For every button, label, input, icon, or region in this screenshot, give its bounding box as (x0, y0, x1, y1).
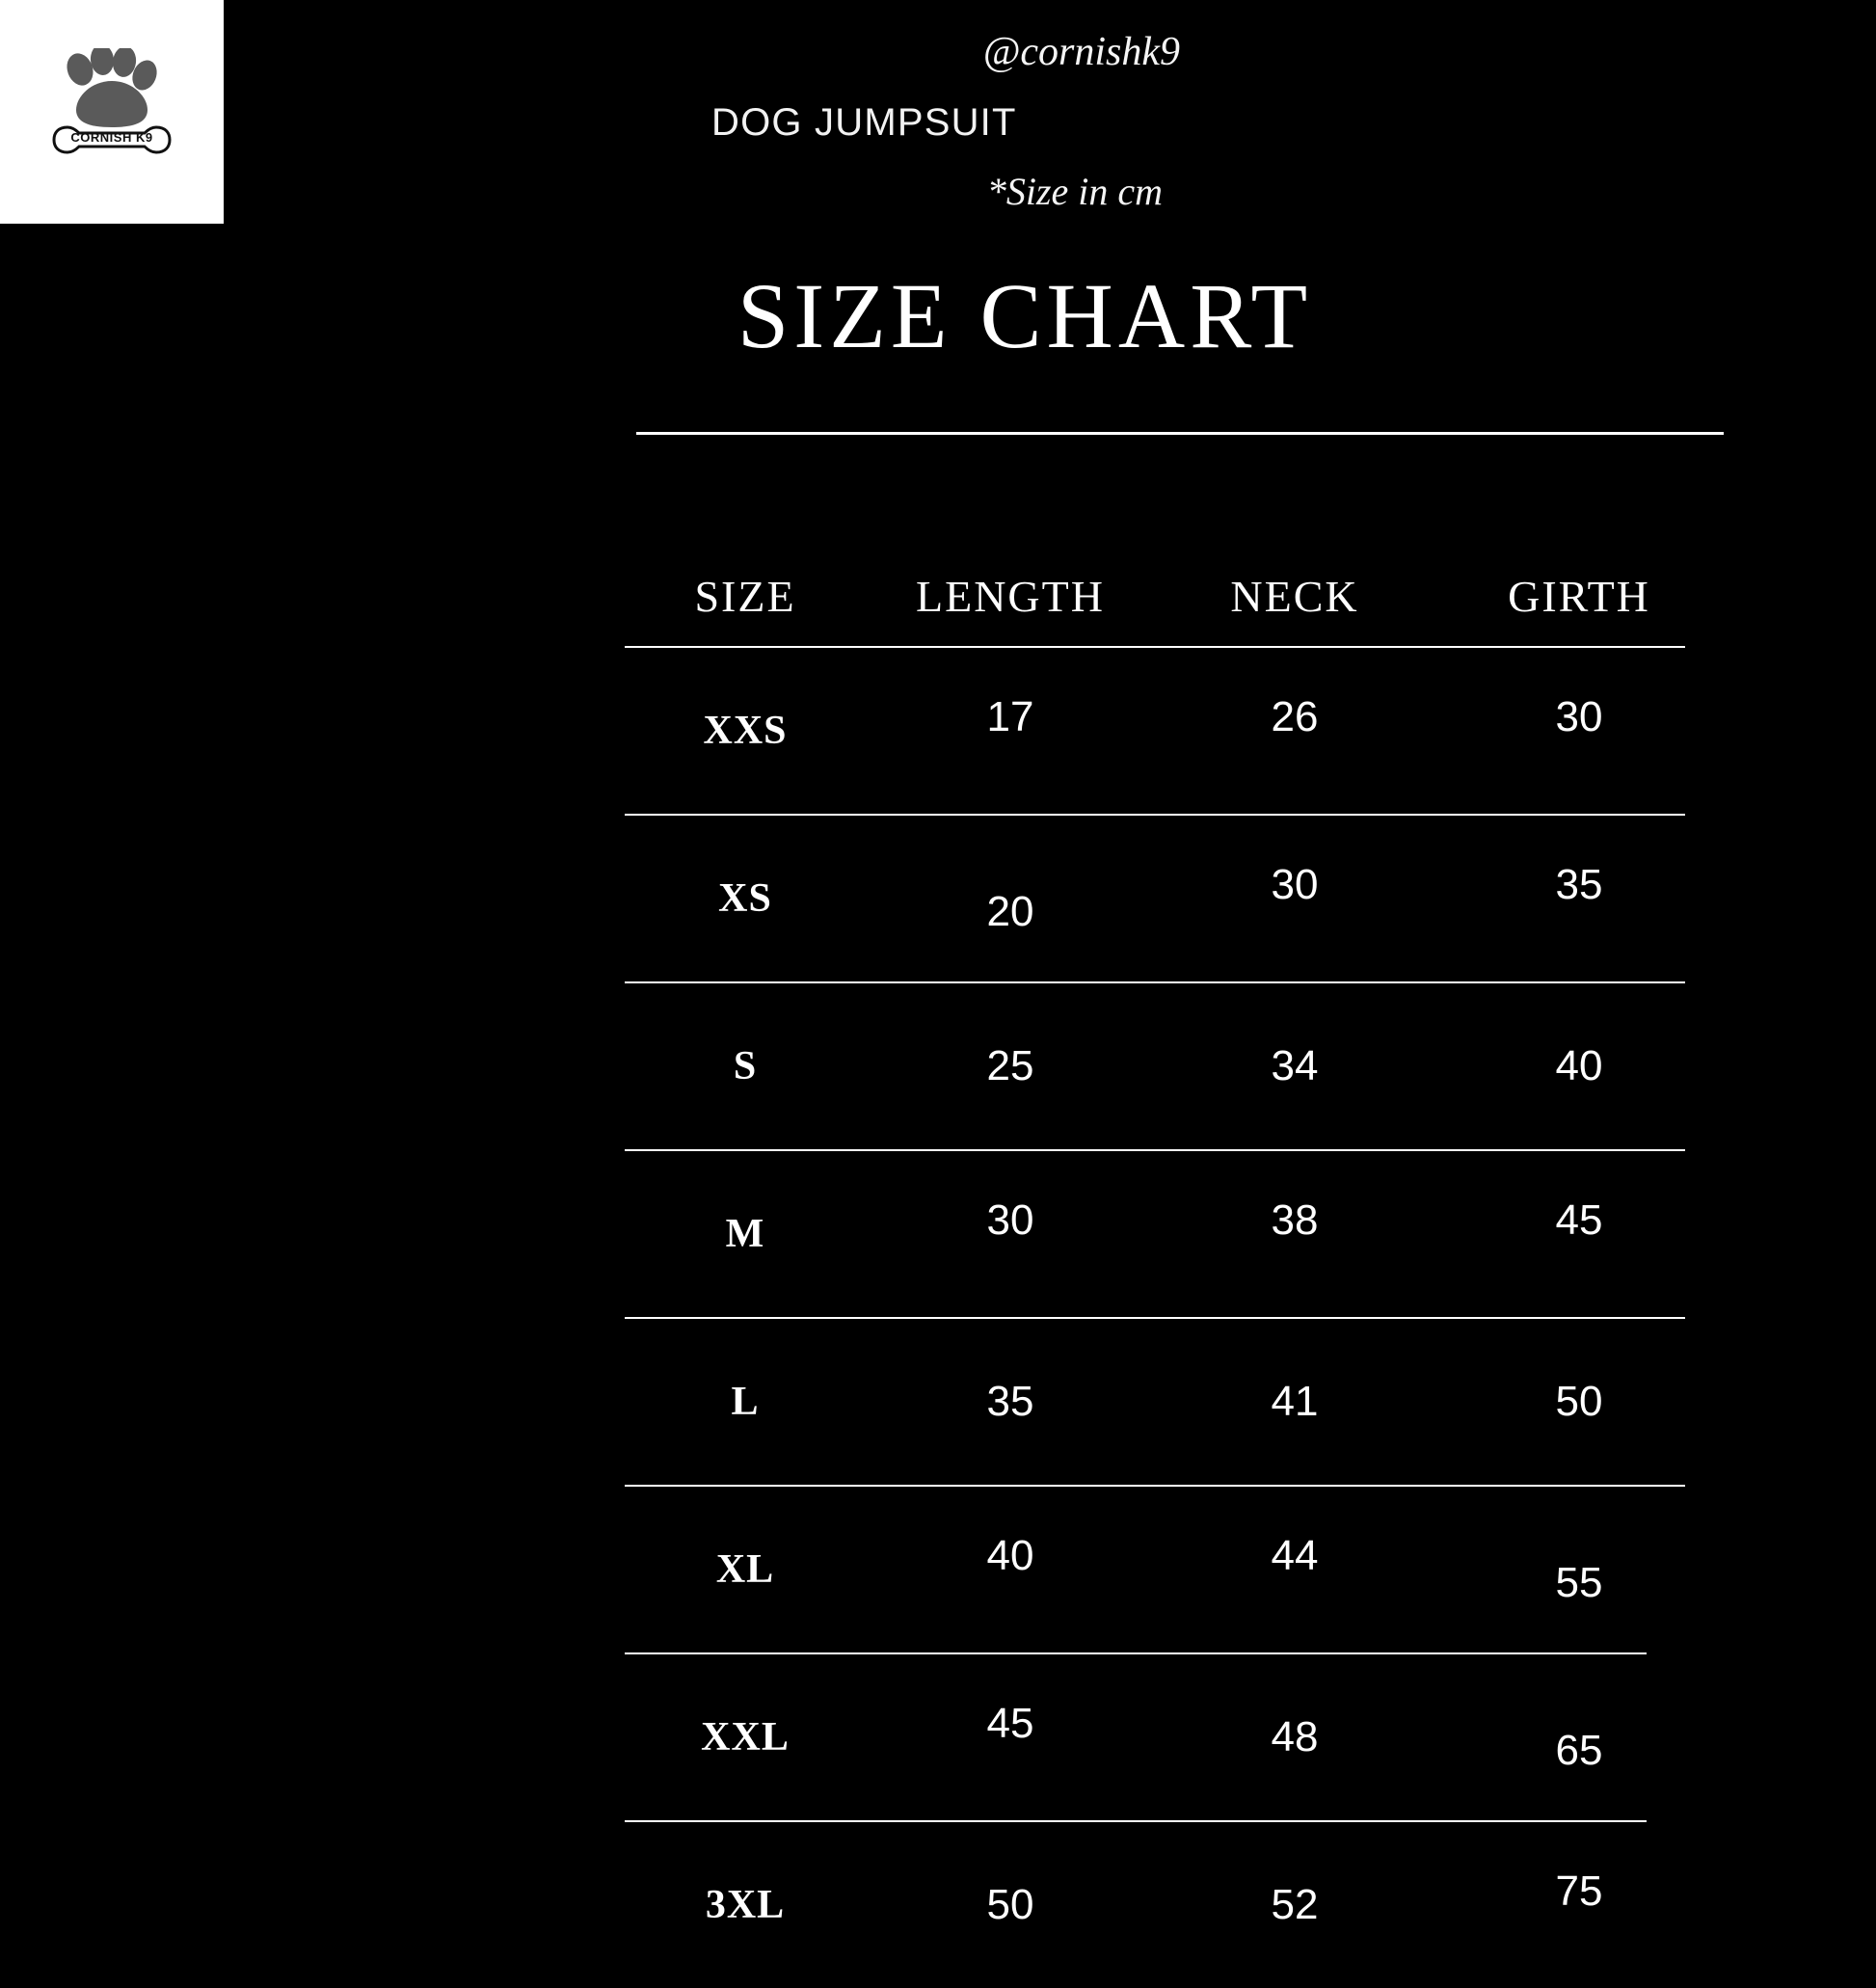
cell-size: XXL (701, 1715, 790, 1760)
cell-neck: 30 (1271, 861, 1319, 908)
column-header-size: SIZE (694, 571, 796, 621)
product-title: DOG JUMPSUIT (711, 101, 1017, 144)
cell-girth: 40 (1555, 1042, 1603, 1089)
cell-length: 35 (986, 1378, 1034, 1425)
cell-length: 30 (986, 1196, 1034, 1244)
cell-neck: 26 (1271, 693, 1319, 740)
chart-title: SIZE CHART (737, 264, 1313, 367)
title-divider (636, 432, 1724, 435)
table-row (625, 816, 1728, 981)
cell-length: 45 (986, 1700, 1034, 1747)
cell-length: 17 (986, 693, 1034, 740)
cell-girth: 30 (1555, 693, 1603, 740)
cell-neck: 34 (1271, 1042, 1319, 1089)
table-row (625, 1151, 1728, 1317)
cell-size: 3XL (705, 1883, 786, 1927)
table-header-row (625, 546, 1728, 646)
table-row (625, 1319, 1728, 1485)
column-header-neck: NECK (1230, 571, 1359, 621)
column-header-length: LENGTH (916, 571, 1105, 621)
cell-neck: 48 (1271, 1713, 1319, 1760)
table-row (625, 983, 1728, 1149)
cell-size: XS (718, 876, 772, 921)
size-chart-table (625, 546, 1728, 1988)
cell-length: 25 (986, 1042, 1034, 1089)
cell-neck: 38 (1271, 1196, 1319, 1244)
cell-size: L (731, 1380, 760, 1424)
column-header-girth: GIRTH (1508, 571, 1650, 621)
cell-neck: 52 (1271, 1881, 1319, 1928)
logo-wordmark: CORNISH K9 (70, 130, 153, 145)
size-unit-note: *Size in cm (986, 170, 1163, 213)
brand-logo (0, 0, 224, 224)
cell-girth: 35 (1555, 861, 1603, 908)
cell-girth: 45 (1555, 1196, 1603, 1244)
cell-size: M (725, 1212, 765, 1256)
table-row (625, 1487, 1728, 1652)
cell-length: 20 (986, 888, 1034, 935)
cell-length: 40 (986, 1532, 1034, 1579)
table-row (625, 1654, 1728, 1820)
cell-girth: 55 (1555, 1559, 1603, 1606)
cell-size: S (733, 1044, 758, 1088)
social-handle: @cornishk9 (982, 30, 1180, 74)
table-row (625, 648, 1728, 814)
table-row (625, 1822, 1728, 1988)
cell-size: XL (715, 1547, 775, 1592)
cell-neck: 44 (1271, 1532, 1319, 1579)
cell-girth: 50 (1555, 1378, 1603, 1425)
cell-size: XXS (703, 709, 788, 753)
cell-girth: 75 (1555, 1867, 1603, 1915)
cell-length: 50 (986, 1881, 1034, 1928)
cell-neck: 41 (1271, 1378, 1319, 1425)
cell-girth: 65 (1555, 1727, 1603, 1774)
logo-artwork (40, 44, 184, 179)
